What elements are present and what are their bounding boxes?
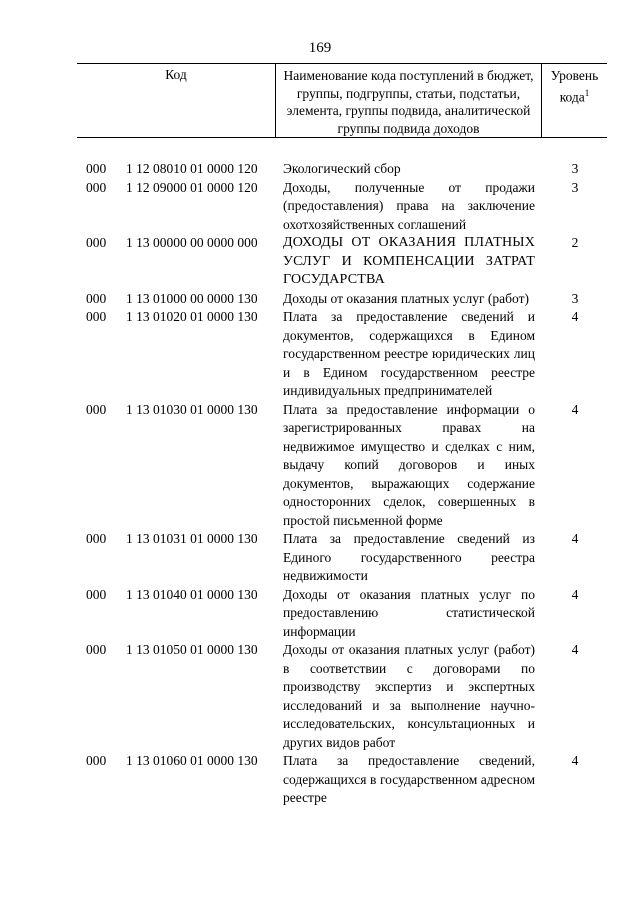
revenue-name: Плата за предоставление сведений, содержащихся в государственном адресном реестре [283, 753, 535, 805]
code-level: 4 [571, 642, 579, 657]
code-level: 4 [571, 401, 579, 417]
header-level [542, 67, 607, 106]
revenue-name: Плата за предоставление сведений из Единого государственного реестра недвижимости [283, 531, 535, 583]
code-level: 3 [571, 179, 579, 195]
revenue-name: Доходы, полученные от продажи (предоставления) права на заключение охотхозяйственных соглашений [283, 179, 535, 232]
admin-code: 000 [86, 290, 107, 306]
admin-code: 000 [86, 531, 107, 546]
revenue-code: 1 13 01031 01 0000 130 [126, 531, 258, 546]
code-level: 2 [571, 235, 579, 250]
revenue-code: 1 13 01000 00 0000 130 [126, 290, 258, 306]
admin-code: 000 [86, 401, 107, 417]
admin-code: 000 [86, 235, 107, 250]
code-level: 3 [571, 290, 579, 306]
revenue-code: 1 13 01030 01 0000 130 [126, 401, 258, 417]
admin-code: 000 [86, 161, 107, 176]
table-row [0, 308, 640, 401]
admin-code: 000 [86, 753, 107, 768]
header-code: Код [165, 67, 187, 82]
revenue-code: 1 12 08010 01 0000 120 [126, 161, 258, 176]
code-level: 4 [571, 586, 579, 602]
header-level-footnote: 1 [584, 87, 590, 98]
revenue-name: Плата за предоставление информации о зарегистрированных правах на недвижимое имущество и сделках с ним, выдачу копий договоров и иных документов, выражающих содержание односторонних сделок, совершенных в простой письменной форме [283, 401, 535, 528]
table-row [0, 160, 640, 179]
table-body [0, 160, 640, 808]
table-row [0, 586, 640, 642]
revenue-code: 1 12 09000 01 0000 120 [126, 179, 258, 195]
table-row [0, 234, 640, 290]
header-level-label: Уровень кода [550, 68, 599, 104]
page-number: 169 [308, 40, 332, 56]
revenue-name: Экологический сбор [283, 161, 401, 176]
table-row [0, 290, 640, 309]
header-name: Наименование кода поступлений в бюджет, группы, подгруппы, статьи, подстатьи, элемента, группы подвида, аналитической группы подвида доходов [283, 68, 534, 136]
code-level: 3 [571, 161, 579, 176]
revenue-name: ДОХОДЫ ОТ ОКАЗАНИЯ ПЛАТНЫХ УСЛУГ И КОМПЕНСАЦИИ ЗАТРАТ ГОСУДАРСТВА [283, 235, 535, 287]
table-row [0, 401, 640, 531]
admin-code: 000 [86, 179, 107, 195]
revenue-name: Доходы от оказания платных услуг по предоставлению статистической информации [283, 586, 535, 639]
revenue-name: Плата за предоставление сведений и документов, содержащихся в Едином государственном реестре юридических лиц и в Едином государственном реестре индивидуальных предпринимателей [283, 309, 535, 398]
revenue-name: Доходы от оказания платных услуг (работ) [283, 290, 529, 306]
revenue-code: 1 13 01020 01 0000 130 [126, 309, 258, 324]
table-row [0, 179, 640, 235]
admin-code: 000 [86, 586, 107, 602]
admin-code: 000 [86, 309, 107, 324]
revenue-name: Доходы от оказания платных услуг (работ) в соответствии с договорами по производству экспертиз и экспертных исследований и за выполнение научно-исследовательских, консультационных и других видов работ [283, 642, 535, 750]
revenue-code: 1 13 01060 01 0000 130 [126, 753, 258, 768]
table-row [0, 752, 640, 808]
code-level: 4 [571, 753, 579, 768]
revenue-code: 1 13 00000 00 0000 000 [126, 235, 258, 250]
code-level: 4 [571, 309, 579, 324]
code-level: 4 [571, 531, 579, 546]
table-row [0, 530, 640, 586]
table-header [77, 63, 607, 138]
revenue-code: 1 13 01050 01 0000 130 [126, 642, 258, 657]
revenue-code: 1 13 01040 01 0000 130 [126, 586, 258, 602]
admin-code: 000 [86, 642, 107, 657]
table-row [0, 641, 640, 752]
